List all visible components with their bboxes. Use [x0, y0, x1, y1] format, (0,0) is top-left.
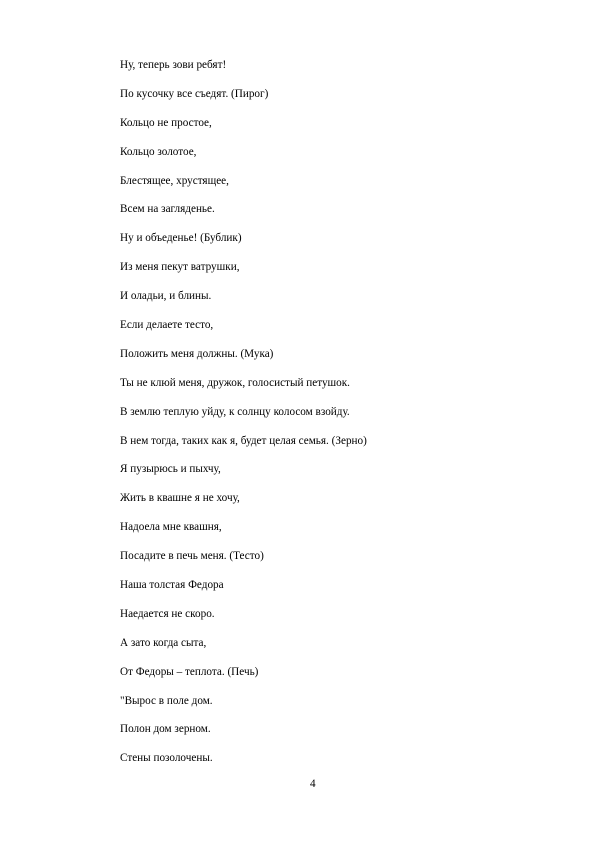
text-line: Ну, теперь зови ребят!	[120, 59, 227, 71]
text-line: Надоела мне квашня,	[120, 521, 222, 534]
text-line: Стены позолочены.	[120, 752, 213, 765]
text-line: Блестящее, хрустящее,	[120, 174, 229, 187]
text-line: По кусочку все съедят. (Пирог)	[120, 87, 269, 100]
text-line: Полон дом зерном.	[120, 723, 211, 736]
text-line: Если делаете тесто,	[120, 319, 214, 332]
riddle-text-block	[120, 57, 560, 779]
text-line: Посадите в печь меня. (Тесто)	[120, 550, 264, 563]
text-line: Наедается не скоро.	[120, 607, 215, 620]
text-line: Ты не клюй меня, дружок, голосистый петушок.	[120, 376, 350, 389]
text-line: И оладьи, и блины.	[120, 290, 212, 303]
text-line: А зато когда сыта,	[120, 636, 207, 649]
text-line: Всем на загляденье.	[120, 203, 215, 216]
text-line: "Вырос в поле дом.	[120, 694, 213, 707]
text-line: Наша толстая Федора	[120, 579, 224, 592]
page-number: 4	[310, 778, 316, 790]
text-line: Кольцо не простое,	[120, 116, 212, 129]
text-line: Ну и объеденье! (Бублик)	[120, 232, 242, 245]
text-line: В землю теплую уйду, к солнцу колосом взойду.	[120, 405, 350, 418]
text-line: От Федоры – теплота. (Печь)	[120, 665, 259, 678]
text-line: Положить меня должны. (Мука)	[120, 347, 274, 360]
text-line: Жить в квашне я не хочу,	[120, 492, 240, 505]
text-line: В нем тогда, таких как я, будет целая семья. (Зерно)	[120, 434, 367, 447]
text-line: Из меня пекут ватрушки,	[120, 261, 240, 274]
text-line: Я пузырюсь и пыхчу,	[120, 463, 221, 476]
text-line: Кольцо золотое,	[120, 145, 197, 158]
